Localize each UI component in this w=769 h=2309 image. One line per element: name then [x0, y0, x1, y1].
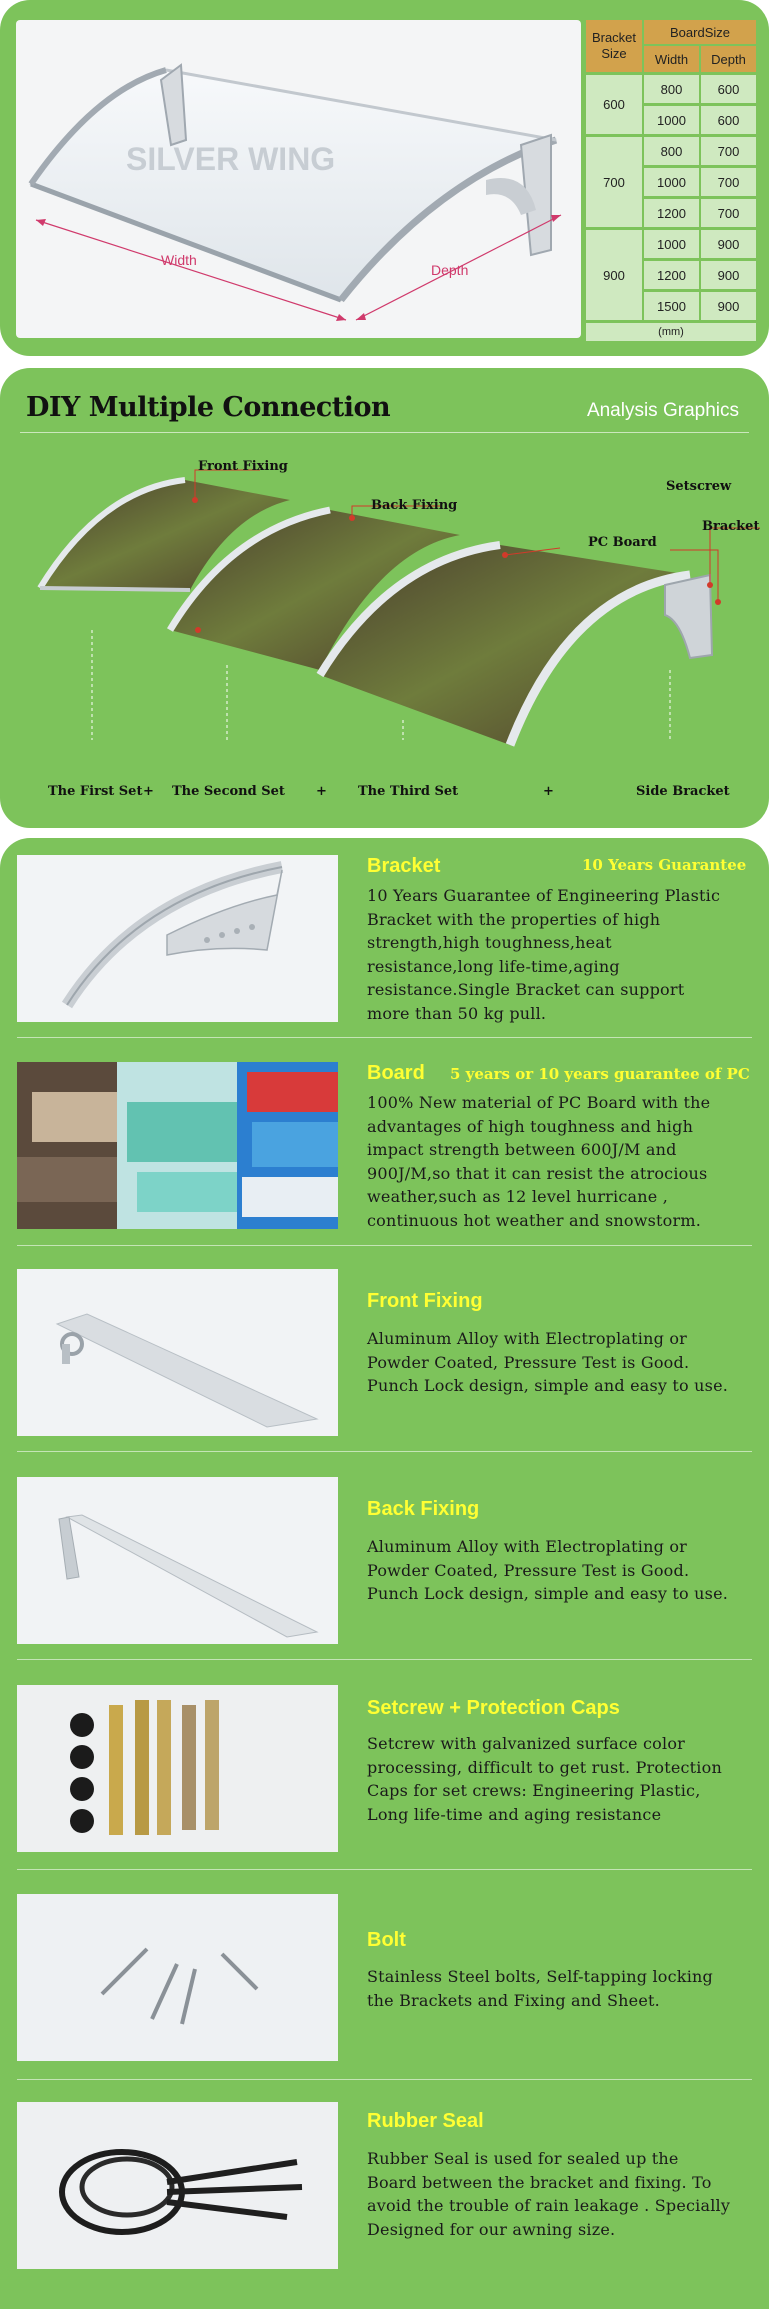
depth-cell: 900 — [701, 292, 756, 320]
size-table — [586, 20, 756, 340]
size-panel — [0, 0, 769, 356]
bracket-size-cell: 900 — [586, 230, 642, 320]
rubber-seal-title: Rubber Seal — [367, 2110, 484, 2132]
board-title: Board — [367, 1062, 425, 1084]
bracket-callout: Bracket — [702, 519, 760, 534]
front-fixing-image — [17, 1269, 338, 1436]
bracket-description: 10 Years Guarantee of Engineering Plastic Bracket with the properties of high strength,high toughness,heat resistance,long life-time,aging resistance.Single Bracket can support more than 50 kg pull. — [367, 886, 721, 1023]
header-depth: Depth — [701, 46, 756, 72]
bolt-description: Stainless Steel bolts, Self-tapping locking the Brackets and Fixing and Sheet. — [367, 1967, 713, 2010]
width-cell: 1200 — [644, 199, 699, 227]
side-bracket-label: Side Bracket — [636, 784, 730, 799]
width-label: Width — [161, 252, 197, 268]
rubber-seal-image — [17, 2102, 338, 2269]
setscrew-callout: Setscrew — [666, 479, 732, 494]
setcrew-title: Setcrew + Protection Caps — [367, 1697, 620, 1719]
board-guarantee: 5 years or 10 years guarantee of PC — [450, 1065, 750, 1083]
bracket-image — [17, 855, 338, 1022]
depth-cell: 700 — [701, 137, 756, 165]
width-cell: 1200 — [644, 261, 699, 289]
bracket-title: Bracket — [367, 855, 441, 877]
pc-board-callout: PC Board — [588, 535, 657, 550]
bracket-guarantee: 10 Years Guarantee — [582, 856, 747, 874]
divider — [17, 1869, 752, 1870]
plus-sign: + — [143, 784, 154, 799]
divider — [20, 432, 749, 433]
connection-diagram — [0, 440, 769, 760]
bracket-size-cell: 700 — [586, 137, 642, 227]
divider — [17, 1659, 752, 1660]
second-set-label: The Second Set — [172, 784, 285, 799]
diy-title: DIY Multiple Connection — [26, 392, 391, 423]
back-fixing-image — [17, 1477, 338, 1644]
depth-cell: 600 — [701, 106, 756, 134]
plus-sign: + — [316, 784, 327, 799]
width-cell: 800 — [644, 75, 699, 103]
back-fixing-description: Aluminum Alloy with Electroplating or Powder Coated, Pressure Test is Good. Punch Lock design, simple and easy to use. — [367, 1537, 729, 1603]
width-cell: 1000 — [644, 106, 699, 134]
header-width: Width — [644, 46, 699, 72]
diy-subtitle: Analysis Graphics — [586, 400, 739, 421]
header-bracket-size: Bracket Size — [586, 20, 642, 72]
divider — [17, 1037, 752, 1038]
watermark: SILVER WING — [126, 141, 336, 177]
depth-label: Depth — [431, 262, 469, 278]
setcrew-image — [17, 1685, 338, 1852]
width-cell: 1000 — [644, 230, 699, 258]
setcrew-description: Setcrew with galvanized surface color processing, difficult to get rust. Protection Caps for set crews: Engineering Plastic, Long life-time and aging resistance — [367, 1734, 722, 1824]
back-fixing-title: Back Fixing — [367, 1498, 480, 1520]
awning-product-image — [16, 20, 581, 338]
divider — [17, 2079, 752, 2080]
pc-board-image — [17, 1062, 338, 1229]
header-board-size: BoardSize — [644, 20, 756, 44]
bracket-size-cell: 600 — [586, 75, 642, 134]
first-set-label: The First Set — [48, 784, 143, 799]
bolt-title: Bolt — [367, 1929, 406, 1951]
front-fixing-description: Aluminum Alloy with Electroplating or Powder Coated, Pressure Test is Good. Punch Lock design, simple and easy to use. — [367, 1329, 729, 1395]
depth-cell: 900 — [701, 230, 756, 258]
depth-cell: 700 — [701, 168, 756, 196]
back-fixing-callout: Back Fixing — [371, 498, 458, 513]
depth-cell: 900 — [701, 261, 756, 289]
depth-cell: 600 — [701, 75, 756, 103]
divider — [17, 1451, 752, 1452]
divider — [17, 1245, 752, 1246]
width-cell: 800 — [644, 137, 699, 165]
front-fixing-callout: Front Fixing — [198, 459, 288, 474]
board-description: 100% New material of PC Board with the advantages of high toughness and high impact strength between 600J/M and 900J/M,so that it can resist the atrocious weather,such as 12 level hurricane , continuous hot weather and snowstorm. — [367, 1093, 711, 1230]
front-fixing-title: Front Fixing — [367, 1290, 483, 1312]
unit-note: (mm) — [586, 323, 756, 341]
bolt-image — [17, 1894, 338, 2061]
awning-illustration — [16, 20, 581, 338]
rubber-seal-description: Rubber Seal is used for sealed up the Board between the bracket and fixing. To avoid the trouble of rain leakage . Specially Designed for our awning size. — [367, 2149, 731, 2239]
depth-cell: 700 — [701, 199, 756, 227]
width-cell: 1000 — [644, 168, 699, 196]
third-set-label: The Third Set — [358, 784, 459, 799]
plus-sign: + — [543, 784, 554, 799]
width-cell: 1500 — [644, 292, 699, 320]
